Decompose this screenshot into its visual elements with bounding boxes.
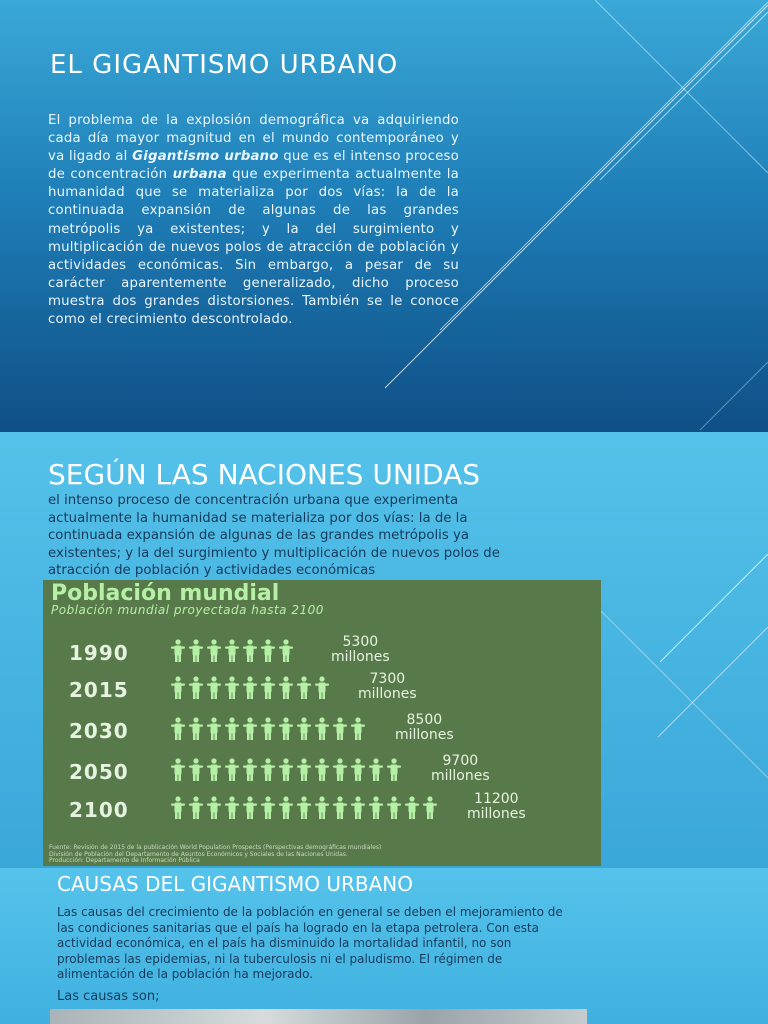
person-icon	[333, 717, 347, 740]
person-icon	[261, 717, 275, 740]
population-infographic	[43, 580, 601, 866]
person-icon	[279, 676, 293, 699]
person-icon	[207, 758, 221, 781]
row-population: 7300 millones	[358, 671, 417, 702]
person-icon	[351, 758, 365, 781]
people-icons	[169, 637, 295, 665]
population-row	[43, 713, 601, 753]
person-icon	[297, 717, 311, 740]
person-icon	[261, 796, 275, 819]
slide-paragraph: el intenso proceso de concentración urbana que experimenta actualmente la humanidad se materializa por dos vías: la de la continuada expansión de algunas de las grandes metrópolis ya existentes; y la del surgimiento y multiplicación de nuevos polos de atracción de población y actividades económicas	[48, 493, 500, 578]
person-icon	[207, 717, 221, 740]
person-icon	[315, 717, 329, 740]
row-year: 2100	[69, 798, 129, 822]
person-icon	[207, 639, 221, 662]
slide-title: EL GIGANTISMO URBANO	[50, 50, 399, 80]
people-icons	[169, 794, 439, 822]
person-icon	[279, 639, 293, 662]
row-year: 2050	[69, 760, 129, 784]
row-population: 11200 millones	[467, 791, 526, 822]
emphasis-gigantismo: Gigantismo urbano	[132, 149, 279, 165]
person-icon	[261, 758, 275, 781]
person-icon	[333, 796, 347, 819]
person-icon	[243, 639, 257, 662]
row-population: 8500 millones	[395, 712, 454, 743]
person-icon	[171, 676, 185, 699]
person-icon	[279, 758, 293, 781]
city-photo	[50, 1009, 587, 1024]
row-year: 2015	[69, 678, 129, 702]
population-row	[43, 672, 601, 712]
people-icons	[169, 674, 331, 702]
person-icon	[315, 758, 329, 781]
population-row	[43, 792, 601, 832]
person-icon	[315, 676, 329, 699]
person-icon	[387, 758, 401, 781]
person-icon	[189, 639, 203, 662]
population-row	[43, 635, 601, 675]
person-icon	[243, 717, 257, 740]
slide-paragraph: Las causas del crecimiento de la población en general se deben el mejoramiento de las condiciones sanitarias que el país ha logrado en la etapa petrolera. Con esta actividad económica, en el país ha disminuido la mortalidad infantil, no son problemas las epidemias, ni la tuberculosis ni el paludismo. El régimen de alimentación de la población ha mejorado.	[57, 905, 563, 982]
person-icon	[243, 676, 257, 699]
person-icon	[171, 639, 185, 662]
infographic-source: Fuente: Revisión de 2015 de la publicación World Population Prospects (Perspectivas demográficas mundiales) División de Población del Departamento de Asuntos Económicos y Sociales de las Naciones Unidas. Producción: Departamento de Información Pública	[49, 844, 382, 864]
slide-gigantismo-urbano	[0, 0, 768, 432]
slide-naciones-unidas	[0, 432, 768, 868]
population-row	[43, 754, 601, 794]
person-icon	[261, 676, 275, 699]
person-icon	[225, 639, 239, 662]
person-icon	[369, 758, 383, 781]
person-icon	[261, 639, 275, 662]
row-population: 5300 millones	[331, 634, 390, 665]
person-icon	[387, 796, 401, 819]
person-icon	[189, 676, 203, 699]
person-icon	[207, 796, 221, 819]
slide-title: CAUSAS DEL GIGANTISMO URBANO	[57, 872, 413, 896]
person-icon	[171, 758, 185, 781]
person-icon	[297, 758, 311, 781]
slide-subparagraph: Las causas son;	[57, 989, 160, 1004]
row-year: 1990	[69, 641, 129, 665]
person-icon	[405, 796, 419, 819]
person-icon	[171, 717, 185, 740]
person-icon	[189, 758, 203, 781]
person-icon	[351, 796, 365, 819]
person-icon	[225, 796, 239, 819]
slide-paragraph: El problema de la explosión demográfica va adquiriendo cada día mayor magnitud en el mundo contemporáneo y va ligado al Gigantismo urbano que es el intenso proceso de concentración urbana que experimenta actualmente la humanidad que se materializa por dos vías: la de la continuada expansión de algunas de las grandes metrópolis ya existentes; y la del surgimiento y multiplicación de nuevos polos de atracción de población y actividades económicas. Sin embargo, a pesar de su carácter aparentemente generalizado, dicho proceso muestra dos grandes distorsiones. También se le conoce como el crecimiento descontrolado.	[48, 113, 459, 328]
person-icon	[171, 796, 185, 819]
person-icon	[207, 676, 221, 699]
person-icon	[423, 796, 437, 819]
person-icon	[297, 676, 311, 699]
person-icon	[315, 796, 329, 819]
emphasis-urbana: urbana	[172, 167, 227, 183]
person-icon	[297, 796, 311, 819]
slide-title: SEGÚN LAS NACIONES UNIDAS	[48, 458, 481, 491]
person-icon	[279, 796, 293, 819]
person-icon	[279, 717, 293, 740]
infographic-subtitle: Población mundial proyectada hasta 2100	[51, 603, 324, 617]
person-icon	[243, 796, 257, 819]
person-icon	[225, 758, 239, 781]
row-year: 2030	[69, 719, 129, 743]
person-icon	[351, 717, 365, 740]
infographic-title: Población mundial	[51, 581, 280, 606]
person-icon	[333, 758, 347, 781]
people-icons	[169, 715, 367, 743]
slide-causas	[0, 868, 768, 1024]
person-icon	[189, 796, 203, 819]
person-icon	[189, 717, 203, 740]
person-icon	[243, 758, 257, 781]
person-icon	[369, 796, 383, 819]
person-icon	[225, 676, 239, 699]
row-population: 9700 millones	[431, 753, 490, 784]
people-icons	[169, 756, 403, 784]
person-icon	[225, 717, 239, 740]
